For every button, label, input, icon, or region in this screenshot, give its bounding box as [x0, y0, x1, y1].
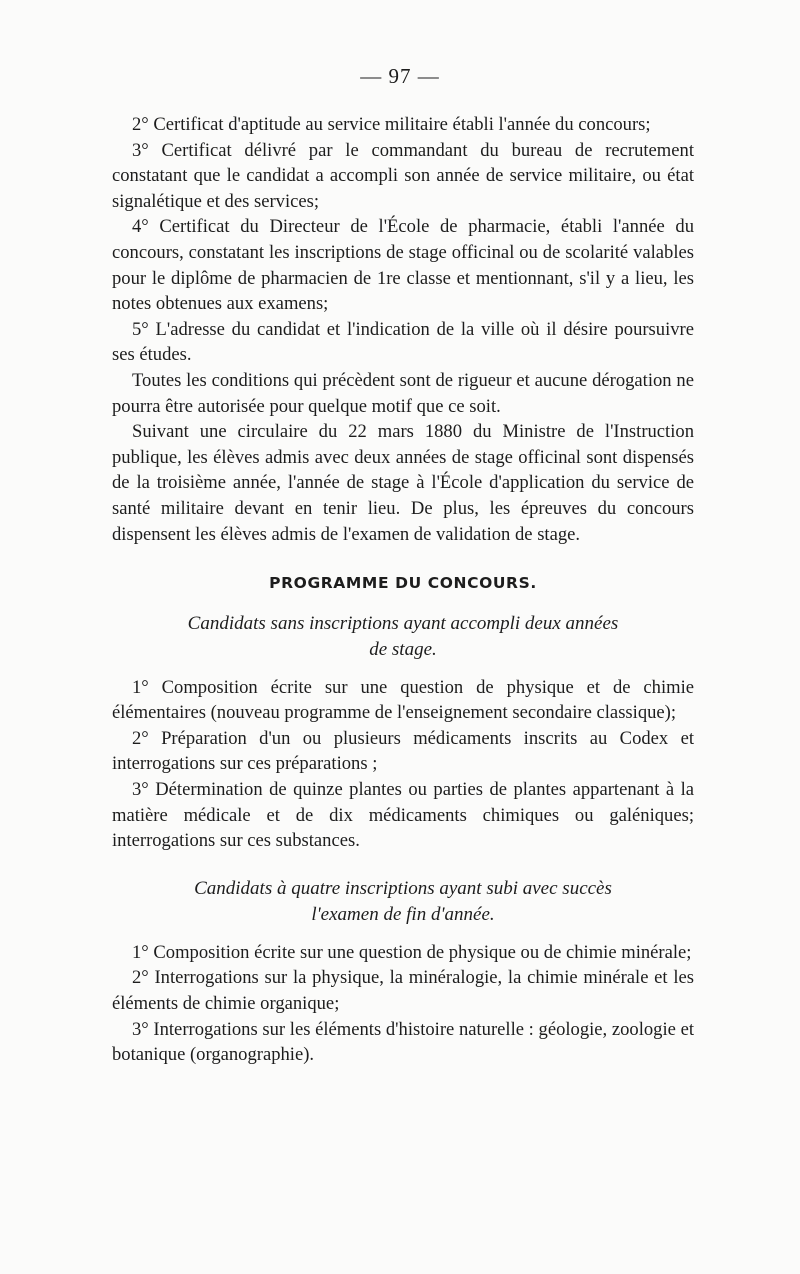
paragraph-item-3: 3° Certificat délivré par le commandant du bureau de recrutement constatant que le candidat a accompli son année de service militaire, ou état signalétique et des services;: [112, 139, 694, 212]
section2-heading-line1: Candidats à quatre inscriptions ayant subi avec succès: [194, 877, 612, 899]
section2-item-2: 2° Interrogations sur la physique, la minéralogie, la chimie minérale et les éléments de chimie organique;: [112, 967, 694, 1015]
paragraph-circulaire: Suivant une circulaire du 22 mars 1880 du Ministre de l'Instruction publique, les élèves admis avec deux années de stage officinal sont dispensés de la troisième année, l'année de stage à l'École d'application du service de santé militaire devant en tenir lieu. De plus, les épreuves du concours dispensent les élèves admis de l'examen de validation de stage.: [112, 421, 694, 545]
paragraph-conditions: Toutes les conditions qui précèdent sont de rigueur et aucune dérogation ne pourra être autorisée pour quelque motif que ce soit.: [112, 369, 694, 417]
section1-heading-line2: de stage.: [369, 638, 437, 660]
section1-item-1: 1° Composition écrite sur une question de physique et de chimie élémentaires (nouveau programme de l'enseignement secondaire classique);: [112, 676, 694, 724]
paragraph-item-4: 4° Certificat du Directeur de l'École de pharmacie, établi l'année du concours, constatant les inscriptions de stage officinal ou de scolarité valables pour le diplôme de pharmacien de 1re classe et mentionnant, s'il y a lieu, les notes obtenues aux examens;: [112, 216, 694, 315]
paragraph-item-5: 5° L'adresse du candidat et l'indication de la ville où il désire poursuivre ses études.: [112, 318, 694, 366]
page-body: [112, 112, 694, 1068]
section2-item-3: 3° Interrogations sur les éléments d'histoire naturelle : géologie, zoologie et botanique (organographie).: [112, 1018, 694, 1066]
section1-item-2: 2° Préparation d'un ou plusieurs médicaments inscrits au Codex et interrogations sur ces préparations ;: [112, 727, 694, 775]
section1-heading-line1: Candidats sans inscriptions ayant accompli deux années: [187, 612, 619, 634]
programme-heading: PROGRAMME DU CONCOURS.: [269, 574, 537, 593]
section1-item-3: 3° Détermination de quinze plantes ou parties de plantes appartenant à la matière médicale et de dix médicaments chimiques ou galéniques; interrogations sur ces substances.: [112, 779, 694, 852]
paragraph-item-2: 2° Certificat d'aptitude au service militaire établi l'année du concours;: [132, 114, 651, 135]
page-number: — 97 —: [360, 64, 440, 88]
section2-heading: [112, 876, 694, 928]
section2-item-1: 1° Composition écrite sur une question de physique ou de chimie minérale;: [132, 941, 692, 963]
section1-heading: [112, 611, 694, 663]
section2-heading-line2: l'examen de fin d'année.: [311, 903, 495, 925]
